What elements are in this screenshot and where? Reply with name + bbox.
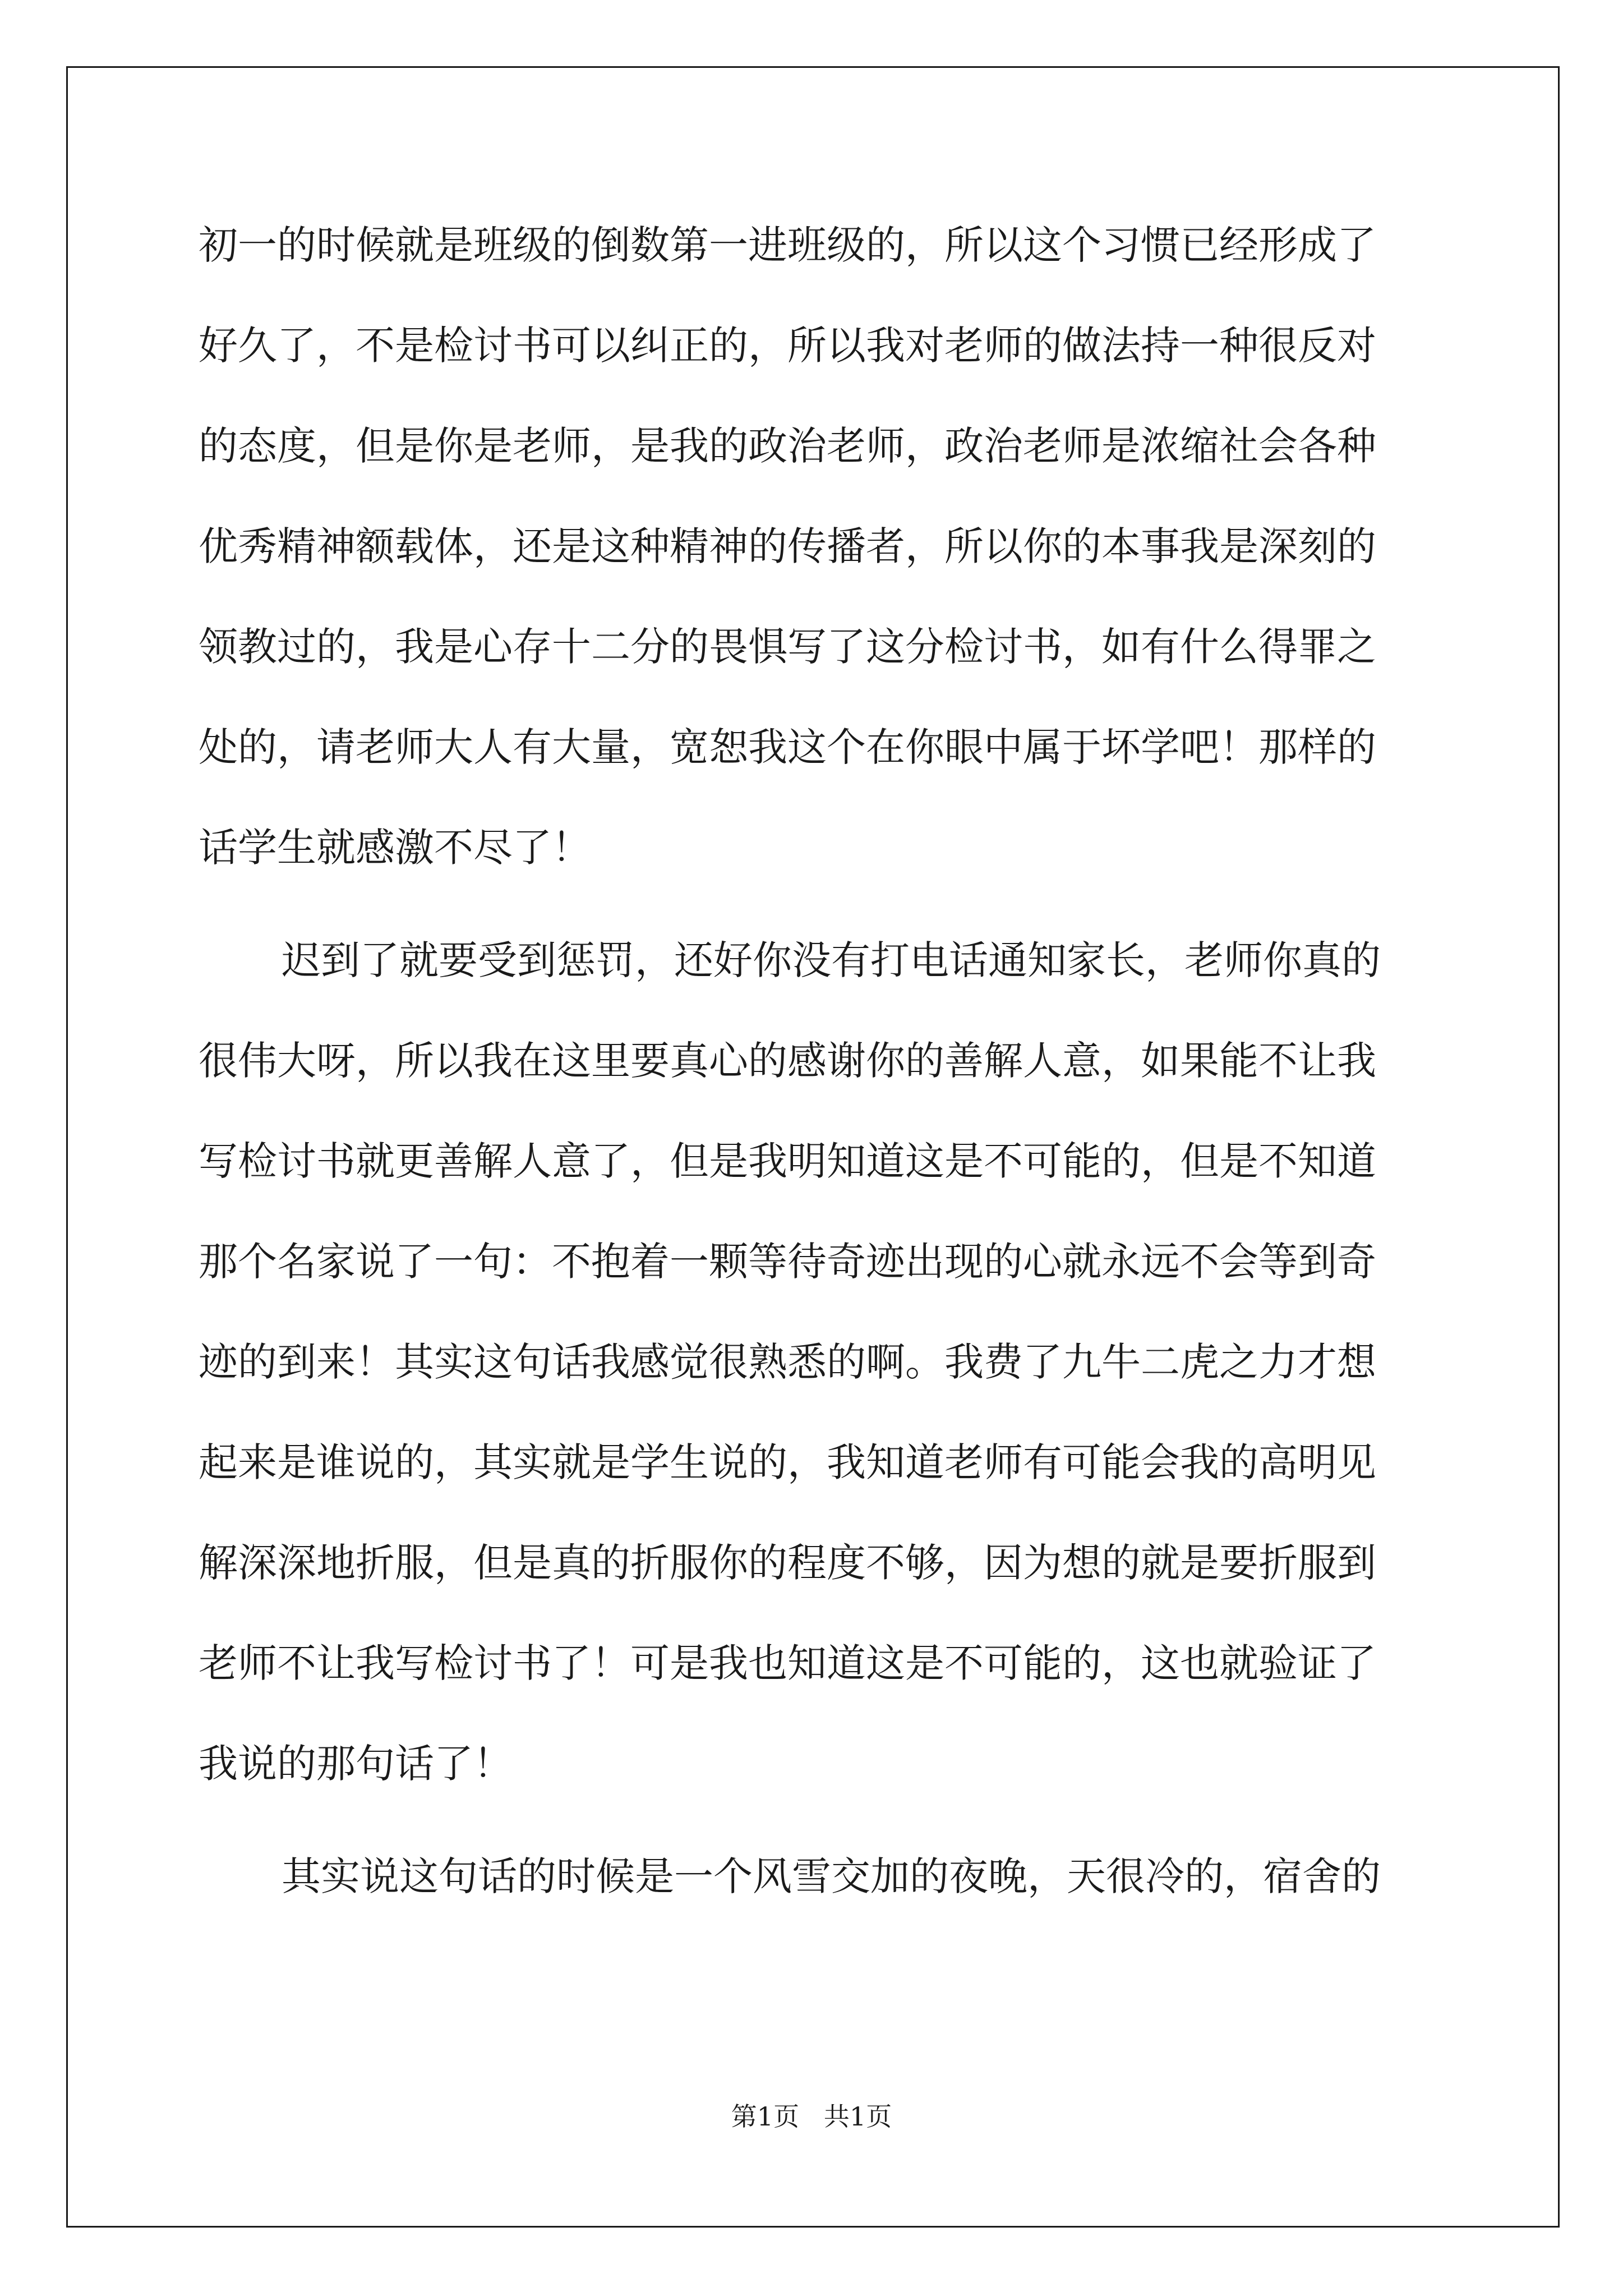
page-footer: 第1页 共1页 (731, 2101, 892, 2132)
text-line: 起来是谁说的，其实就是学生说的，我知道老师有可能会我的高明见 (199, 1439, 1376, 1485)
text-line: 优秀精神额载体，还是这种精神的传播者，所以你的本事我是深刻的 (199, 523, 1376, 569)
text-line: 好久了，不是检讨书可以纠正的，所以我对老师的做法持一种很反对 (199, 323, 1376, 369)
text-line: 很伟大呀，所以我在这里要真心的感谢你的善解人意，如果能不让我 (199, 1038, 1376, 1084)
text-line: 我说的那句话了！ (199, 1741, 513, 1787)
text-line: 老师不让我写检讨书了！可是我也知道这是不可能的，这也就验证了 (199, 1640, 1376, 1686)
text-line: 那个名家说了一句：不抱着一颗等待奇迹出现的心就永远不会等到奇 (199, 1239, 1376, 1285)
text-line: 初一的时候就是班级的倒数第一进班级的，所以这个习惯已经形成了 (199, 222, 1376, 268)
text-line: 领教过的，我是心存十二分的畏惧写了这分检讨书，如有什么得罪之 (199, 624, 1376, 670)
text-line: 话学生就感激不尽了！ (199, 825, 591, 871)
text-line: 解深深地折服，但是真的折服你的程度不够，因为想的就是要折服到 (199, 1540, 1376, 1586)
paragraph-first-line: 迟到了就要受到惩罚，还好你没有打电话通知家长，老师你真的 (282, 937, 1381, 983)
paragraph-first-line: 其实说这句话的时候是一个风雪交加的夜晚，天很冷的，宿舍的 (282, 1853, 1381, 1899)
text-line: 迹的到来！其实这句话我感觉很熟悉的啊。我费了九牛二虎之力才想 (199, 1339, 1376, 1385)
text-line: 处的，请老师大人有大量，宽恕我这个在你眼中属于坏学吧！那样的 (199, 724, 1376, 770)
document-body (199, 195, 1444, 1927)
text-line: 写检讨书就更善解人意了，但是我明知道这是不可能的，但是不知道 (199, 1138, 1376, 1184)
text-line: 的态度，但是你是老师，是我的政治老师，政治老师是浓缩社会各种 (199, 423, 1376, 469)
